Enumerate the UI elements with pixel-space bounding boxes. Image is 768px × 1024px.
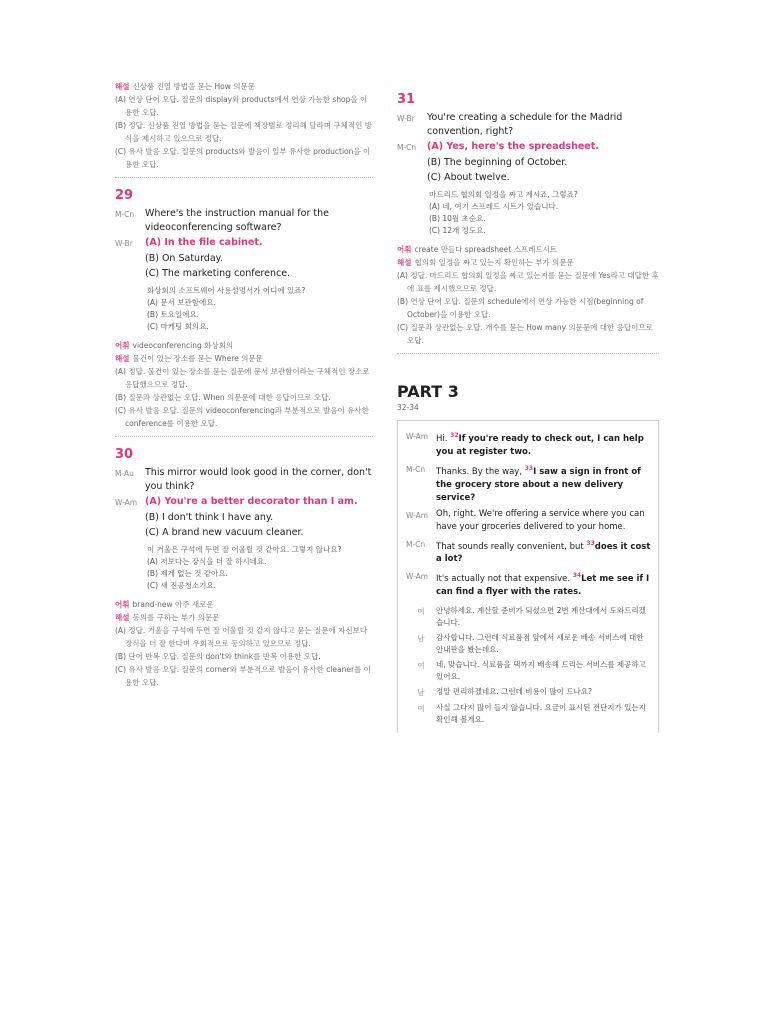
explanation-option: (C) 질문과 상관없는 오답. 개수를 묻는 How many 의문문에 대한 응답이므로 오답. xyxy=(397,323,653,345)
explanation-option: (C) 유사 발음 오답. 질문의 products와 발음이 일부 유사한 production을 이용한 오답. xyxy=(115,147,371,169)
translation xyxy=(115,285,373,333)
explanation-label: 해설 xyxy=(115,613,130,622)
explanation-option: (A) 연상 단어 오답. 질문의 display와 products에서 연상 가능한 shop을 이용한 오답. xyxy=(115,95,368,117)
question-text: You're creating a schedule for the Madrid convention, right? xyxy=(427,112,623,137)
answer-option xyxy=(397,155,659,170)
translation xyxy=(115,544,373,592)
translation-line: 이 거울은 구석에 두면 잘 어울릴 것 같아요. 그렇지 않나요? xyxy=(147,545,342,554)
speaker-label: 남 xyxy=(417,688,425,698)
question-number: 31 xyxy=(397,92,416,107)
explanation-text: 동의를 구하는 부가 의문문 xyxy=(132,613,220,622)
vocab-text: create 만들다 spreadsheet 스프레드시트 xyxy=(414,245,558,254)
speaker-label: 여 xyxy=(417,704,425,714)
dialog-line xyxy=(406,569,652,599)
dialog-text: Oh, right. We're offering a service where you can have your groceries delivered to your home. xyxy=(436,508,645,532)
translation-line: (B) 토요일에요. xyxy=(147,310,199,319)
dialog-translation-line xyxy=(406,632,652,656)
explanation-label: 해설 xyxy=(115,354,130,363)
question-range: 32-34 xyxy=(397,403,419,412)
dialog-line xyxy=(406,462,652,505)
answer-text: (C) A brand new vacuum cleaner. xyxy=(145,527,304,538)
answer-text: (A) In the file cabinet. xyxy=(145,237,263,248)
question-number: 29 xyxy=(115,188,134,203)
explanation-label: 해설 xyxy=(115,82,130,91)
explanation-option: (B) 연상 단어 오답. 질문의 schedule에서 연상 가능한 시점(beginning of October)을 이용한 오답. xyxy=(397,297,644,319)
speaker-label: M-Cn xyxy=(115,210,135,219)
vocab-label: 어휘 xyxy=(115,600,130,609)
speaker-label: W-Br xyxy=(115,239,133,248)
explanation-option: (A) 정답. 물건이 있는 장소를 묻는 질문에 문서 보관함이라는 구체적인 장소로 응답했으므로 정답. xyxy=(115,367,370,389)
translation-line: 마드리드 협의회 일정을 짜고 계시죠, 그렇죠? xyxy=(429,190,578,199)
speaker-label: W-Am xyxy=(406,432,429,441)
translation-line: (A) 저보다는 장식을 더 잘 하시네요. xyxy=(147,557,267,566)
answer-option xyxy=(115,510,373,525)
divider xyxy=(115,177,373,178)
vocab-text: videoconferencing 화상회의 xyxy=(132,341,234,350)
answer-text: (B) The beginning of October. xyxy=(427,157,568,168)
speaker-label: W-Am xyxy=(406,510,429,520)
explanation-text: 물건이 있는 장소를 묻는 Where 의문문 xyxy=(132,354,263,363)
dialog-text: That sounds really convenient, but $^{33}$does it cost a lot? xyxy=(436,539,651,565)
explanation-text: 협의회 일정을 짜고 있는지 확인하는 부가 의문문 xyxy=(414,258,574,267)
question-text: Where's the instruction manual for the videoconferencing software? xyxy=(145,208,329,233)
explanation-option: (B) 질문과 상관없는 오답. When 의문문에 대한 응답이므로 오답. xyxy=(115,393,331,402)
answer-text: (B) On Saturday. xyxy=(145,253,223,264)
question-31 xyxy=(397,92,659,347)
translation-line: (B) 10월 초순요. xyxy=(429,214,486,223)
question-row xyxy=(397,111,659,139)
explanation xyxy=(115,598,373,689)
left-column xyxy=(115,80,373,689)
explanation-option: (B) 정답. 신상품 진열 방법을 묻는 질문에 책장별로 정리해 달라며 구체적인 방식을 제시하고 있으므로 정답. xyxy=(115,121,372,143)
answer-option xyxy=(115,266,373,281)
answer-text: (C) About twelve. xyxy=(427,172,510,183)
explanation-option: (B) 단어 반복 오답. 질문의 don't와 think를 반복 이용한 오답. xyxy=(115,652,321,661)
translation-line: (B) 제게 없는 것 같아요. xyxy=(147,569,228,578)
question-30 xyxy=(115,447,373,689)
translation-line: (C) 새 진공청소기요. xyxy=(147,581,216,590)
explanation xyxy=(115,339,373,430)
translation-line: (A) 문서 보관함에요. xyxy=(147,298,216,307)
question-ref-number: 32 xyxy=(450,432,459,439)
explanation xyxy=(397,243,659,347)
question-row xyxy=(115,207,373,235)
speaker-label: W-Am xyxy=(406,572,429,582)
speaker-label: 여 xyxy=(417,661,425,671)
dialog-text: Thanks. By the way, $^{33}$I saw a sign in front of the grocery store about a new delivery service? xyxy=(436,464,641,503)
speaker-label: M-Cn xyxy=(397,143,417,152)
dialog-translation-line xyxy=(406,686,652,699)
dialog-box xyxy=(397,420,659,733)
explanation-option: (C) 유사 발음 오답. 질문의 videoconferencing과 부분적으로 발음이 유사한 conference를 이용한 오답. xyxy=(115,406,369,428)
answer-text: (C) The marketing conference. xyxy=(145,268,291,279)
speaker-label: M-Cn xyxy=(406,464,426,474)
answer-option xyxy=(115,525,373,540)
part-title: PART 3 xyxy=(397,382,459,401)
answer-option xyxy=(397,139,659,155)
translation-text: 정말 편리하겠네요. 그런데 비용이 많이 드나요? xyxy=(436,687,592,697)
explanation-option: (A) 정답. 거울을 구석에 두면 잘 어울릴 것 같지 않냐고 묻는 질문에 자신보다 장식을 더 잘 한다며 우회적으로 동의하고 있으므로 정답. xyxy=(115,626,368,648)
question-text: This mirror would look good in the corner, don't you think? xyxy=(145,467,372,492)
translation-line: (C) 12개 정도요. xyxy=(429,226,486,235)
question-ref-number: 33 xyxy=(586,539,595,547)
question-ref-number: 33 xyxy=(524,464,534,472)
intro-explanation xyxy=(115,80,373,171)
speaker-label: W-Am xyxy=(115,498,138,507)
answer-text: (A) You're a better decorator than I am. xyxy=(145,496,358,507)
translation-line: (C) 마케팅 회의요. xyxy=(147,322,209,331)
answer-option xyxy=(397,170,659,185)
answer-option xyxy=(115,251,373,266)
divider xyxy=(397,353,659,354)
dialog-line xyxy=(406,537,652,567)
dialog-text: It's actually not that expensive. $^{34}$Let me see if I can find a flyer with the rates. xyxy=(436,572,650,598)
explanation-text: 신상품 진열 방법을 묻는 How 의문문 xyxy=(132,82,255,91)
answer-text: (B) I don't think I have any. xyxy=(145,512,274,523)
document-page xyxy=(105,80,661,820)
dialog-translation-line xyxy=(406,605,652,629)
explanation-option: (C) 유사 발음 오답. 질문의 corner와 부분적으로 발음이 유사한 cleaner를 이용한 오답. xyxy=(115,665,371,687)
answer-text: (A) Yes, here's the spreadsheet. xyxy=(427,141,599,152)
answer-option xyxy=(115,235,373,251)
speaker-label: 여 xyxy=(417,607,425,617)
explanation-label: 해설 xyxy=(397,258,412,267)
right-column xyxy=(397,80,659,733)
vocab-label: 어휘 xyxy=(397,245,412,254)
vocab-label: 어휘 xyxy=(115,341,130,350)
dialog-text: Hi. $^{32}$If you're ready to check out, I can help you at register two. xyxy=(436,432,644,457)
dialog-line xyxy=(406,429,652,459)
part-3-section xyxy=(397,382,659,733)
translation-text: 네, 맞습니다. 식료품을 댁까지 배송해 드리는 서비스를 제공하고 있어요. xyxy=(436,660,646,682)
translation-text: 감사합니다. 그런데 식료품점 앞에서 새로운 배송 서비스에 대한 안내판을 봤는데요. xyxy=(436,633,644,655)
dialog-translation-line xyxy=(406,659,652,683)
speaker-label: M-Au xyxy=(115,469,134,478)
speaker-label: 남 xyxy=(417,634,425,644)
translation-line: (A) 네, 여기 스프레드 시트가 있습니다. xyxy=(429,202,559,211)
question-ref-number: 34 xyxy=(572,572,582,580)
question-number: 30 xyxy=(115,447,134,462)
translation-text: 안녕하세요. 계산할 준비가 되셨으면 2번 계산대에서 도와드리겠습니다. xyxy=(436,606,646,628)
question-29 xyxy=(115,188,373,430)
explanation-option: (A) 정답. 마드리드 협의회 일정을 짜고 있는지를 묻는 질문에 Yes라고 대답한 후에 표를 제시했으므로 정답. xyxy=(397,271,659,293)
translation-text: 사실 그다지 많이 들지 않습니다. 요금이 표시된 전단지가 있는지 확인해 볼게요. xyxy=(436,703,646,725)
dialog-line xyxy=(406,508,652,534)
divider xyxy=(115,436,373,437)
dialog-translation-line xyxy=(406,702,652,726)
answer-option xyxy=(115,494,373,510)
question-row xyxy=(115,466,373,494)
translation-line: 화상회의 소프트웨어 사용설명서가 어디에 있죠? xyxy=(147,286,306,295)
vocab-text: brand-new 아주 새로운 xyxy=(132,600,214,609)
speaker-label: M-Cn xyxy=(406,539,426,549)
speaker-label: W-Br xyxy=(397,114,415,123)
translation xyxy=(397,189,659,237)
